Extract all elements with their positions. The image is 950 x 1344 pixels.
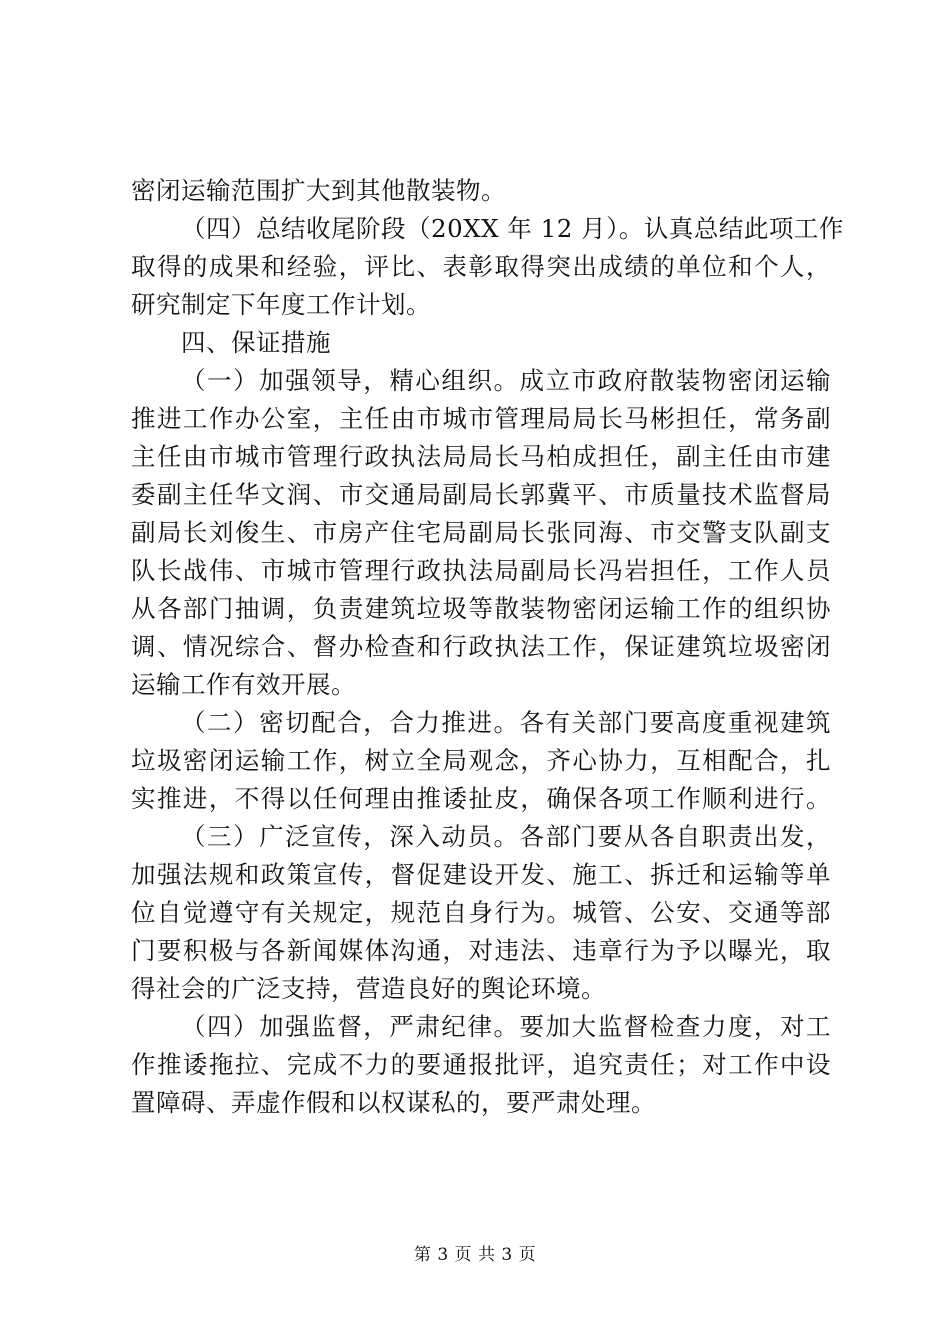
page-number-footer: 第 3 页 共 3 页	[413, 1245, 537, 1265]
text-line: 实推进，不得以任何理由推诿扯皮，确保各项工作顺利进行。	[131, 784, 831, 813]
text-line: 得社会的广泛支持，营造良好的舆论环境。	[131, 974, 606, 1003]
text-line: （四）总结收尾阶段（20XX 年 12 月）。认真总结此项工作	[181, 214, 844, 243]
text-line: （四）加强监督，严肃纪律。要加大监督检查力度，对工	[181, 1012, 831, 1041]
text-line: （三）广泛宣传，深入动员。各部门要从各自职责出发，	[181, 822, 831, 851]
text-line: 推进工作办公室，主任由市城市管理局局长马彬担任，常务副	[131, 404, 831, 433]
text-line: （二）密切配合，合力推进。各有关部门要高度重视建筑	[181, 708, 831, 737]
text-line: 位自觉遵守有关规定，规范自身行为。城管、公安、交通等部	[131, 898, 831, 927]
text-line: 副局长刘俊生、市房产住宅局副局长张同海、市交警支队副支	[131, 518, 831, 547]
text-line: 加强法规和政策宣传，督促建设开发、施工、拆迁和运输等单	[131, 860, 831, 889]
text-line: 委副主任华文润、市交通局副局长郭冀平、市质量技术监督局	[131, 480, 831, 509]
document-body	[131, 172, 844, 1122]
text-line: 密闭运输范围扩大到其他散装物。	[131, 176, 506, 205]
text-line: （一）加强领导，精心组织。成立市政府散装物密闭运输	[181, 366, 831, 395]
text-line: 从各部门抽调，负责建筑垃圾等散装物密闭运输工作的组织协	[131, 594, 831, 623]
text-line: 研究制定下年度工作计划。	[131, 290, 431, 319]
text-line: 调、情况综合、督办检查和行政执法工作，保证建筑垃圾密闭	[131, 632, 831, 661]
text-line: 门要积极与各新闻媒体沟通，对违法、违章行为予以曝光，取	[131, 936, 831, 965]
text-line: 作推诿拖拉、完成不力的要通报批评，追究责任；对工作中设	[131, 1050, 831, 1079]
text-line: 队长战伟、市城市管理行政执法局副局长冯岩担任，工作人员	[131, 556, 831, 585]
text-line: 取得的成果和经验，评比、表彰取得突出成绩的单位和个人，	[131, 252, 831, 281]
text-line: 运输工作有效开展。	[131, 670, 356, 699]
section-heading: 四、保证措施	[181, 328, 331, 357]
text-line: 置障碍、弄虚作假和以权谋私的，要严肃处理。	[131, 1088, 656, 1117]
text-line: 垃圾密闭运输工作，树立全局观念，齐心协力，互相配合，扎	[131, 746, 831, 775]
text-line: 主任由市城市管理行政执法局局长马柏成担任，副主任由市建	[131, 442, 831, 471]
